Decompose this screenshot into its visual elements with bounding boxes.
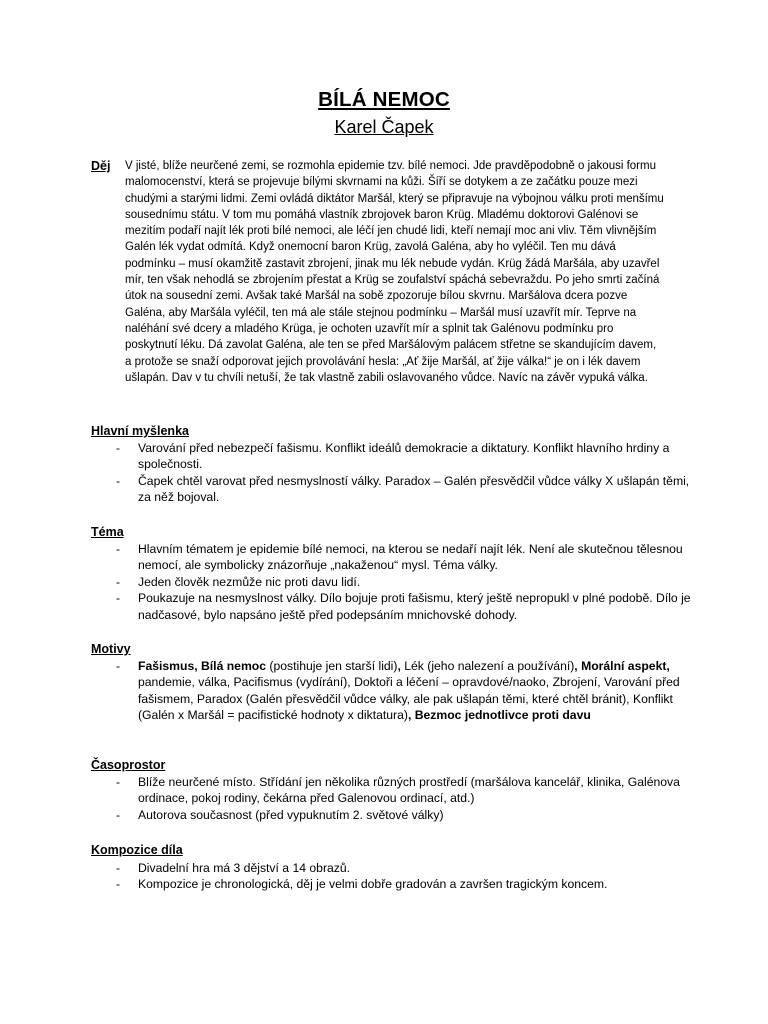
list-item-text: Hlavním tématem je epidemie bílé nemoci, na kterou se nedaří najít lék. Není ale skutečnou tělesnou nemocí, ale symbolicky znázorňuje „nakaženou“ mysl. Téma války.: [138, 542, 683, 573]
section-heading-kompozice: Kompozice díla: [91, 843, 183, 857]
section-heading-hlavni-myslenka: Hlavní myšlenka: [91, 424, 189, 438]
list-item: [91, 658, 691, 724]
dej-paragraph: V jisté, blíže neurčené zemi, se rozmohla epidemie tzv. bílé nemoci. Jde pravděpodobně o jakousi formu malomocenství, která se projevuje bílými skvrnami na kůži. Šíří se dotykem a ze začátku pouze mezi chudými a starými lidmi. Zemi ovládá diktátor Maršál, který se připravuje na výbojnou válku proti menšímu sousednímu státu. V tom mu pomáhá vlastník zbrojovek baron Krüg. Mladému doktorovi Galénovi se mezitím podaří najít lék proti bílé nemoci, ale léčí jen chudé lidi, kteří nemají moc ani vliv. Těm vlivnějším Galén lék vydat odmítá. Když onemocní baron Krüg, zavolá Galéna, aby ho vyléčil. Ten mu dává podmínku – musí okamžitě zastavit zbrojení, jinak mu lék nebude vydán. Krüg žádá Maršála, aby uzavřel mír, ten však nehodlá se zbrojením přestat a Krüg se zoufalství spáchá sebevraždu. Po jeho smrti začíná útok na sousední zemi. Avšak také Maršál na sobě zpozoruje bílou skvrnu. Maršálova dcera pozve Galéna, aby Maršála vyléčil, ten má ale stále stejnou podmínku – Maršál musí uzavřít mír. Teprve na naléhání své dcery a mladého Krüga, je ochoten uzavřít mír a splnit tak Galénovu podmínku pro poskytnutí léku. Dá zavolat Galéna, ale ten se před Maršálovým palácem střetne se skandujícím davem, a protože se snaží odporovat jejich provolávání hesla: „Ať žije Maršál, ať žije válka!“ je on i lék davem ušlapán. Dav v tu chvíli netuší, že tak vlastně zabili oslavovaného vůdce. Navíc na závěr vypuká válka.: [125, 160, 664, 384]
section-heading-casoprostor: Časoprostor: [91, 758, 166, 772]
motivy-run: , Bezmoc jednotlivce proti davu: [407, 708, 591, 723]
motivy-text: [138, 659, 680, 722]
list-item: [91, 440, 691, 473]
section-heading-dej: Děj: [91, 159, 111, 173]
motivy-run: ,: [397, 659, 401, 673]
list-item-text: Jeden člověk nezmůže nic proti davu lidí.: [138, 574, 361, 589]
bullet-dash: -: [116, 473, 121, 488]
document-title: BÍLÁ NEMOC: [318, 88, 450, 111]
list-item: [91, 574, 691, 590]
bullet-dash: -: [116, 877, 121, 892]
motivy-run: (postihuje jen starší lidi): [266, 659, 398, 673]
bullet-dash: -: [116, 542, 121, 556]
list-item: [91, 807, 691, 823]
motivy-run: Fašismus, Bílá nemoc: [138, 659, 267, 673]
bullet-dash: -: [116, 441, 121, 455]
list-item: [91, 473, 691, 506]
bullet-dash: -: [116, 574, 121, 589]
list-item: [91, 541, 691, 574]
list-item: [91, 860, 691, 876]
list-item-text: Varování před nebezpečí fašismu. Konflikt ideálů demokracie a diktatury. Konflikt hlavního hrdiny a společnosti.: [138, 441, 670, 472]
bullet-dash: -: [116, 775, 121, 789]
motivy-run: pandemie, válka, Pacifismus (vydírání), Doktoři a léčení – opravdové/naoko, Zbrojení, Varování před fašismem, Paradox (Galén přesvědčil vůdce války, ale pak ušlapán těmi, které chtěl bránit), Konflikt (Galén x Maršál = pacifistické hodnoty x diktatura): [138, 675, 680, 723]
bullet-dash: -: [116, 807, 121, 822]
list-item: [91, 876, 691, 892]
list-item-text: Autorova současnost (před vypuknutím 2. světové války): [138, 807, 444, 822]
motivy-run: , Morální aspekt,: [574, 659, 670, 673]
tema-list: [91, 541, 691, 623]
list-item-text: Čapek chtěl varovat před nesmyslností války. Paradox – Galén přesvědčil vůdce války X ušlapán těmi, za něž bojoval.: [138, 473, 690, 505]
list-item-text: Poukazuje na nesmyslnost války. Dílo bojuje proti fašismu, který ještě nepropukl v plné podobě. Dílo je nadčasové, bylo napsáno ještě před podepsáním mnichovské dohody.: [138, 591, 691, 622]
hlavni-myslenka-list: [91, 440, 691, 506]
casoprostor-list: [91, 774, 691, 823]
list-item: [91, 590, 691, 623]
bullet-dash: -: [116, 861, 121, 875]
document-author: Karel Čapek: [334, 117, 434, 137]
bullet-dash: -: [116, 659, 121, 673]
kompozice-list: [91, 860, 691, 893]
list-item-text: Kompozice je chronologická, děj je velmi dobře gradován a završen tragickým koncem.: [138, 877, 608, 892]
list-item-text: Divadelní hra má 3 dějství a 14 obrazů.: [138, 861, 351, 875]
motivy-run: Lék (jeho nalezení a používání): [400, 659, 575, 673]
section-heading-tema: Téma: [91, 525, 124, 539]
bullet-dash: -: [116, 591, 121, 606]
section-heading-motivy: Motivy: [91, 642, 131, 656]
list-item: [91, 774, 691, 807]
list-item-text: Blíže neurčené místo. Střídání jen několika různých prostředí (maršálova kancelář, klinika, Galénova ordinace, pokoj rodiny, čekárna před Galenovou ordinací, atd.): [138, 775, 680, 806]
motivy-list: [91, 658, 691, 724]
